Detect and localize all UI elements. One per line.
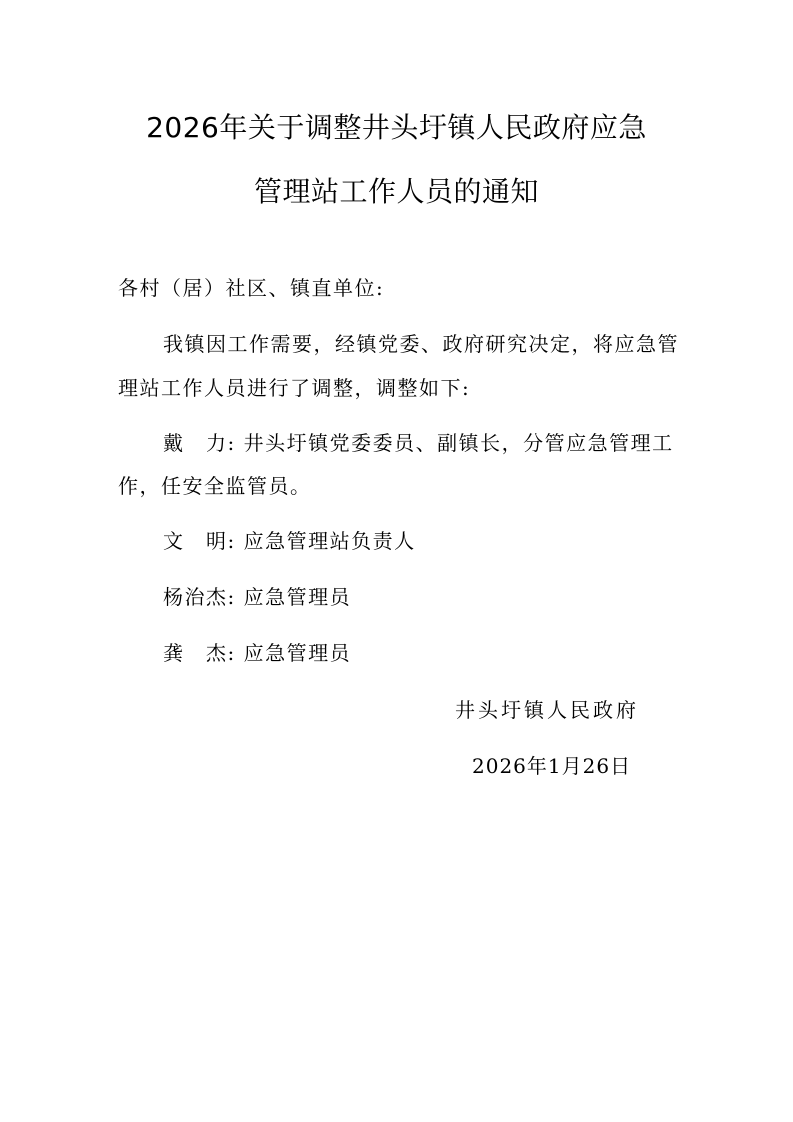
body-paragraph-line-1: 我镇因工作需要，经镇党委、政府研究决定，将应急管	[163, 332, 679, 356]
staff-name: 戴 力	[163, 431, 228, 455]
staff-name: 龚 杰	[163, 641, 228, 665]
notice-title-line-2: 管理站工作人员的通知	[253, 175, 539, 208]
staff-item-wen-ming	[163, 527, 416, 555]
signature-date: 2026年1月26日	[472, 754, 632, 778]
staff-name: 杨治杰	[163, 585, 228, 609]
notice-title-line-1: 2026年关于调整井头圩镇人民政府应急	[146, 111, 647, 144]
body-paragraph-line-2: 理站工作人员进行了调整，调整如下:	[118, 376, 471, 400]
staff-role: : 应急管理站负责人	[227, 529, 416, 553]
staff-item-dai-li-continued: 作，任安全监管员。	[118, 474, 312, 498]
staff-role: : 应急管理员	[227, 585, 352, 609]
staff-name: 文 明	[163, 529, 228, 553]
staff-item-gong-jie	[163, 639, 351, 667]
staff-role: : 井头圩镇党委委员、副镇长，分管应急管理工	[227, 431, 674, 455]
staff-item-dai-li	[163, 429, 674, 457]
staff-item-yang-zhijie	[163, 583, 351, 611]
signature-organization: 井头圩镇人民政府	[455, 698, 639, 722]
salutation: 各村（居）社区、镇直单位:	[118, 276, 385, 300]
staff-role: : 应急管理员	[227, 641, 352, 665]
